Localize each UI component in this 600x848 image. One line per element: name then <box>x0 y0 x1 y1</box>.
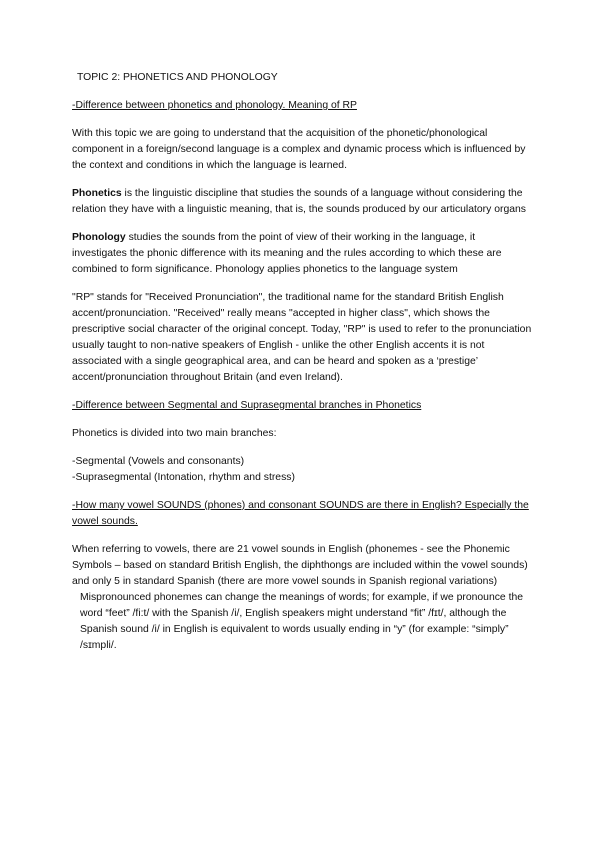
vowels-paragraph: When referring to vowels, there are 21 vowel sounds in English (phonemes - see the Phonemic Symbols – based on standard British English, the diphthongs are included within the vowel sounds) and only 5 in standard Spanish (there are more vowel sounds in Spanish regional variations) <box>72 544 528 587</box>
phonology-definition: studies the sounds from the point of view of their working in the language, it investigates the phonic difference with its meaning and the rules according to which these are combined to form significance. Phonology applies phonetics to the language system <box>72 232 502 275</box>
mispronounced-paragraph: Mispronounced phonemes can change the meanings of words; for example, if we pronounce the word “feet” /fi:t/ with the Spanish /i/, English speakers might understand “fit” /fɪt/, although the Spanish sound /i/ in English is equivalent to words usually ending in “y” (for example: “simply” /sɪmpli/. <box>80 592 524 651</box>
branch-item-segmental: -Segmental (Vowels and consonants) <box>72 456 245 467</box>
branches-list <box>72 454 532 486</box>
section-heading-phonetics-phonology: -Difference between phonetics and phonology. Meaning of RP <box>72 100 357 111</box>
section-heading-segmental: -Difference between Segmental and Suprasegmental branches in Phonetics <box>72 400 422 411</box>
phonology-paragraph <box>72 230 532 278</box>
document-title: TOPIC 2: PHONETICS AND PHONOLOGY <box>77 72 278 83</box>
branch-item-suprasegmental: -Suprasegmental (Intonation, rhythm and stress) <box>72 472 295 483</box>
section-heading-vowel-sounds: -How many vowel SOUNDS (phones) and consonant SOUNDS are there in English? Especially the vowel sounds. <box>72 500 529 527</box>
intro-paragraph: With this topic we are going to understand that the acquisition of the phonetic/phonological component in a foreign/second language is a complex and dynamic process which is influenced by the context and conditions in which the language is learned. <box>72 128 526 171</box>
phonetics-paragraph <box>72 186 532 218</box>
phonetics-definition: is the linguistic discipline that studies the sounds of a language without considering the relation they have with a linguistic meaning, that is, the sounds produced by our articulatory organs <box>72 188 526 215</box>
branches-intro: Phonetics is divided into two main branches: <box>72 428 277 439</box>
rp-paragraph: "RP" stands for "Received Pronunciation", the traditional name for the standard British English accent/pronunciation. "Received" really means "accepted in higher class", which shows the prescriptive social character of the original concept. Today, "RP" is used to refer to the pronunciation usually taught to non-native speakers of English - unlike the other English accents it is not associated with a single geographical area, and can be heard and spoken as a ‘prestige’ accent/pronunciation throughout Britain (and even Ireland). <box>72 292 532 383</box>
document-content <box>72 70 532 654</box>
phonology-term: Phonology <box>72 232 126 243</box>
phonetics-term: Phonetics <box>72 188 122 199</box>
